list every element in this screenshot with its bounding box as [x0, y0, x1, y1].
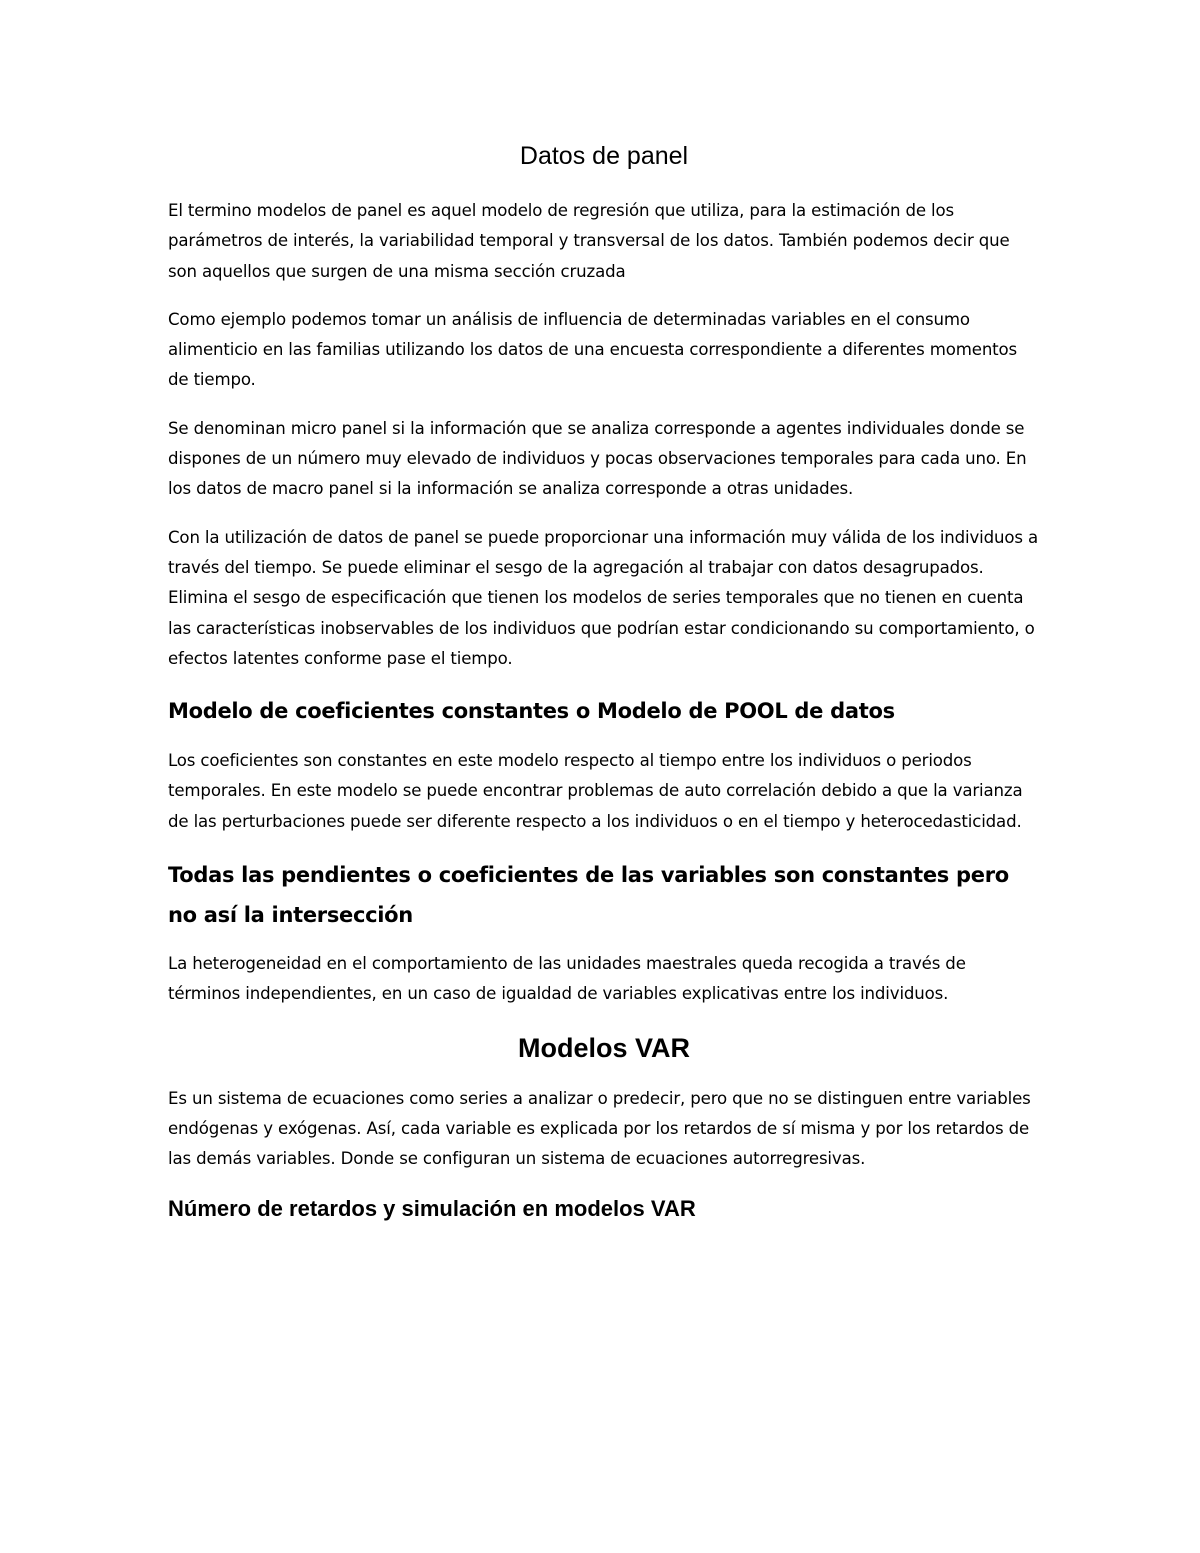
heading-lags-simulation: Número de retardos y simulación en modelos VAR — [168, 1195, 696, 1221]
paragraph-definition: El termino modelos de panel es aquel modelo de regresión que utiliza, para la estimación de los parámetros de interés, la variabilidad temporal y transversal de los datos. También podemos decir que son aquellos que surgen de una misma sección cruzada — [168, 201, 1010, 281]
paragraph-pool-model: Los coeficientes son constantes en este modelo respecto al tiempo entre los individuos o periodos temporales. En este modelo se puede encontrar problemas de auto correlación debido a que la varianza de las perturbaciones puede ser diferente respecto a los individuos o en el tiempo y heterocedasticidad. — [168, 751, 1023, 831]
section-title-var: Modelos VAR — [517, 1032, 690, 1063]
paragraph-example: Como ejemplo podemos tomar un análisis de influencia de determinadas variables en el consumo alimenticio en las familias utilizando los datos de una encuesta correspondiente a diferentes momentos de tiempo. — [168, 309, 1018, 390]
paragraph-micro-macro: Se denominan micro panel si la información que se analiza corresponde a agentes individuales donde se dispones de un número muy elevado de individuos y pocas observaciones temporales para cada uno. En los datos de macro panel si la información se analiza corresponde a otras unidades. — [168, 418, 1027, 499]
paragraph-var: Es un sistema de ecuaciones como series a analizar o predecir, pero que no se distinguen entre variables endógenas y exógenas. Así, cada variable es explicada por los retardos de sí misma y por los retardos de las demás variables. Donde se configuran un sistema de ecuaciones autorregresivas. — [168, 1088, 1031, 1169]
page-title: Datos de panel — [519, 142, 689, 170]
heading-slopes-constant: Todas las pendientes o coeficientes de las variables son constantes pero no así la intersección — [168, 863, 1009, 928]
paragraph-advantages: Con la utilización de datos de panel se puede proporcionar una información muy válida de los individuos a través del tiempo. Se puede eliminar el sesgo de la agregación al trabajar con datos desagrupados. Elimina el sesgo de especificación que tienen los modelos de series temporales que no tienen en cuenta las características inobservables de los individuos que podrían estar condicionando su comportamiento, o efectos latentes conforme pase el tiempo. — [168, 527, 1039, 668]
document-body — [168, 138, 1040, 1225]
heading-pool-model: Modelo de coeficientes constantes o Modelo de POOL de datos — [168, 699, 895, 724]
paragraph-heterogeneity: La heterogeneidad en el comportamiento de las unidades maestrales queda recogida a través de términos independientes, en un caso de igualdad de variables explicativas entre los individuos. — [168, 954, 966, 1004]
